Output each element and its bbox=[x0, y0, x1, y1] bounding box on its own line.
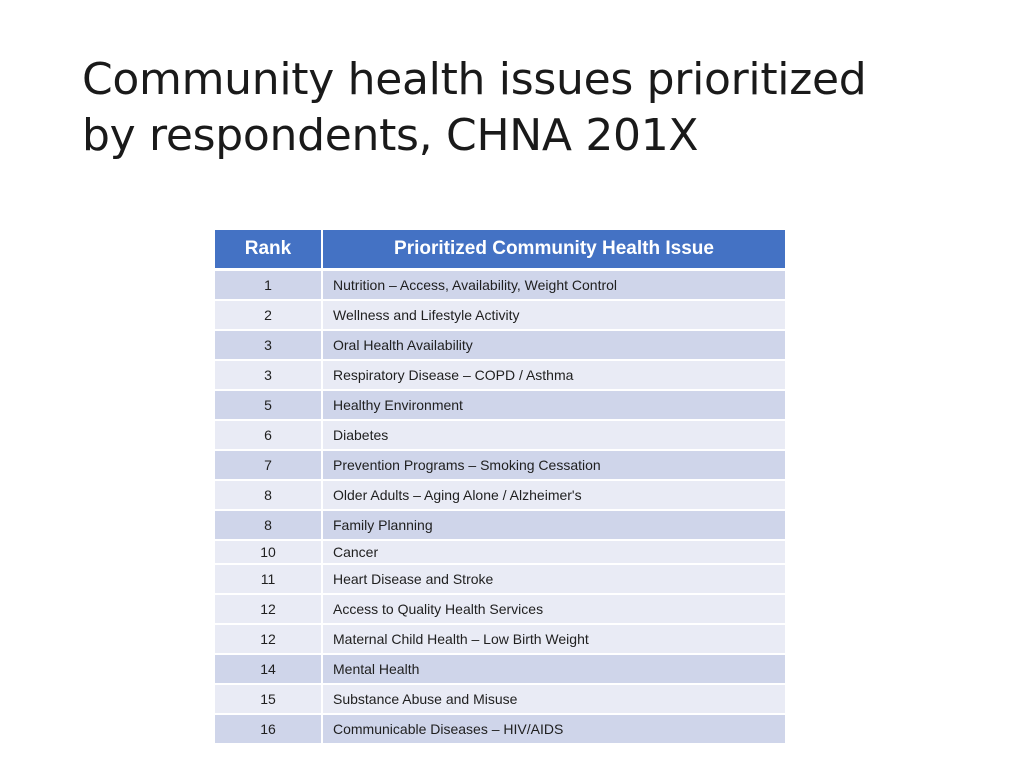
issue-cell: Mental Health bbox=[323, 655, 785, 685]
table-row bbox=[215, 421, 785, 451]
issue-cell: Communicable Diseases – HIV/AIDS bbox=[323, 715, 785, 745]
issue-cell: Oral Health Availability bbox=[323, 331, 785, 361]
issue-cell: Access to Quality Health Services bbox=[323, 595, 785, 625]
table-row bbox=[215, 715, 785, 745]
table-row bbox=[215, 451, 785, 481]
table-row bbox=[215, 655, 785, 685]
rank-cell: 7 bbox=[215, 451, 323, 481]
issue-cell: Family Planning bbox=[323, 511, 785, 541]
issue-cell: Cancer bbox=[323, 541, 785, 565]
rank-cell: 15 bbox=[215, 685, 323, 715]
table-row bbox=[215, 331, 785, 361]
table-row bbox=[215, 511, 785, 541]
slide-title-line-2: by respondents, CHNA 201X bbox=[82, 110, 699, 161]
table-row bbox=[215, 271, 785, 301]
issue-cell: Respiratory Disease – COPD / Asthma bbox=[323, 361, 785, 391]
rank-cell: 5 bbox=[215, 391, 323, 421]
table-row bbox=[215, 301, 785, 331]
issue-cell: Healthy Environment bbox=[323, 391, 785, 421]
table-row bbox=[215, 481, 785, 511]
issue-cell: Heart Disease and Stroke bbox=[323, 565, 785, 595]
slide-title-line-1: Community health issues prioritized bbox=[82, 54, 867, 105]
issue-cell: Nutrition – Access, Availability, Weight Control bbox=[323, 271, 785, 301]
rank-cell: 14 bbox=[215, 655, 323, 685]
rank-cell: 6 bbox=[215, 421, 323, 451]
slide-title bbox=[82, 52, 982, 164]
rank-cell: 3 bbox=[215, 331, 323, 361]
table-row bbox=[215, 361, 785, 391]
rank-column-header: Rank bbox=[215, 230, 323, 271]
table-row bbox=[215, 391, 785, 421]
rank-cell: 16 bbox=[215, 715, 323, 745]
priority-table bbox=[215, 230, 785, 745]
rank-cell: 12 bbox=[215, 625, 323, 655]
issue-cell: Wellness and Lifestyle Activity bbox=[323, 301, 785, 331]
rank-cell: 10 bbox=[215, 541, 323, 565]
table-row bbox=[215, 625, 785, 655]
priority-table-container bbox=[215, 230, 785, 745]
rank-cell: 2 bbox=[215, 301, 323, 331]
table-row bbox=[215, 541, 785, 565]
rank-cell: 3 bbox=[215, 361, 323, 391]
table-row bbox=[215, 685, 785, 715]
rank-cell: 1 bbox=[215, 271, 323, 301]
table-header-row bbox=[215, 230, 785, 271]
issue-cell: Prevention Programs – Smoking Cessation bbox=[323, 451, 785, 481]
table-row bbox=[215, 595, 785, 625]
rank-cell: 11 bbox=[215, 565, 323, 595]
table-row bbox=[215, 565, 785, 595]
rank-cell: 8 bbox=[215, 481, 323, 511]
issue-column-header: Prioritized Community Health Issue bbox=[323, 230, 785, 271]
issue-cell: Maternal Child Health – Low Birth Weight bbox=[323, 625, 785, 655]
issue-cell: Older Adults – Aging Alone / Alzheimer's bbox=[323, 481, 785, 511]
issue-cell: Diabetes bbox=[323, 421, 785, 451]
rank-cell: 8 bbox=[215, 511, 323, 541]
rank-cell: 12 bbox=[215, 595, 323, 625]
issue-cell: Substance Abuse and Misuse bbox=[323, 685, 785, 715]
